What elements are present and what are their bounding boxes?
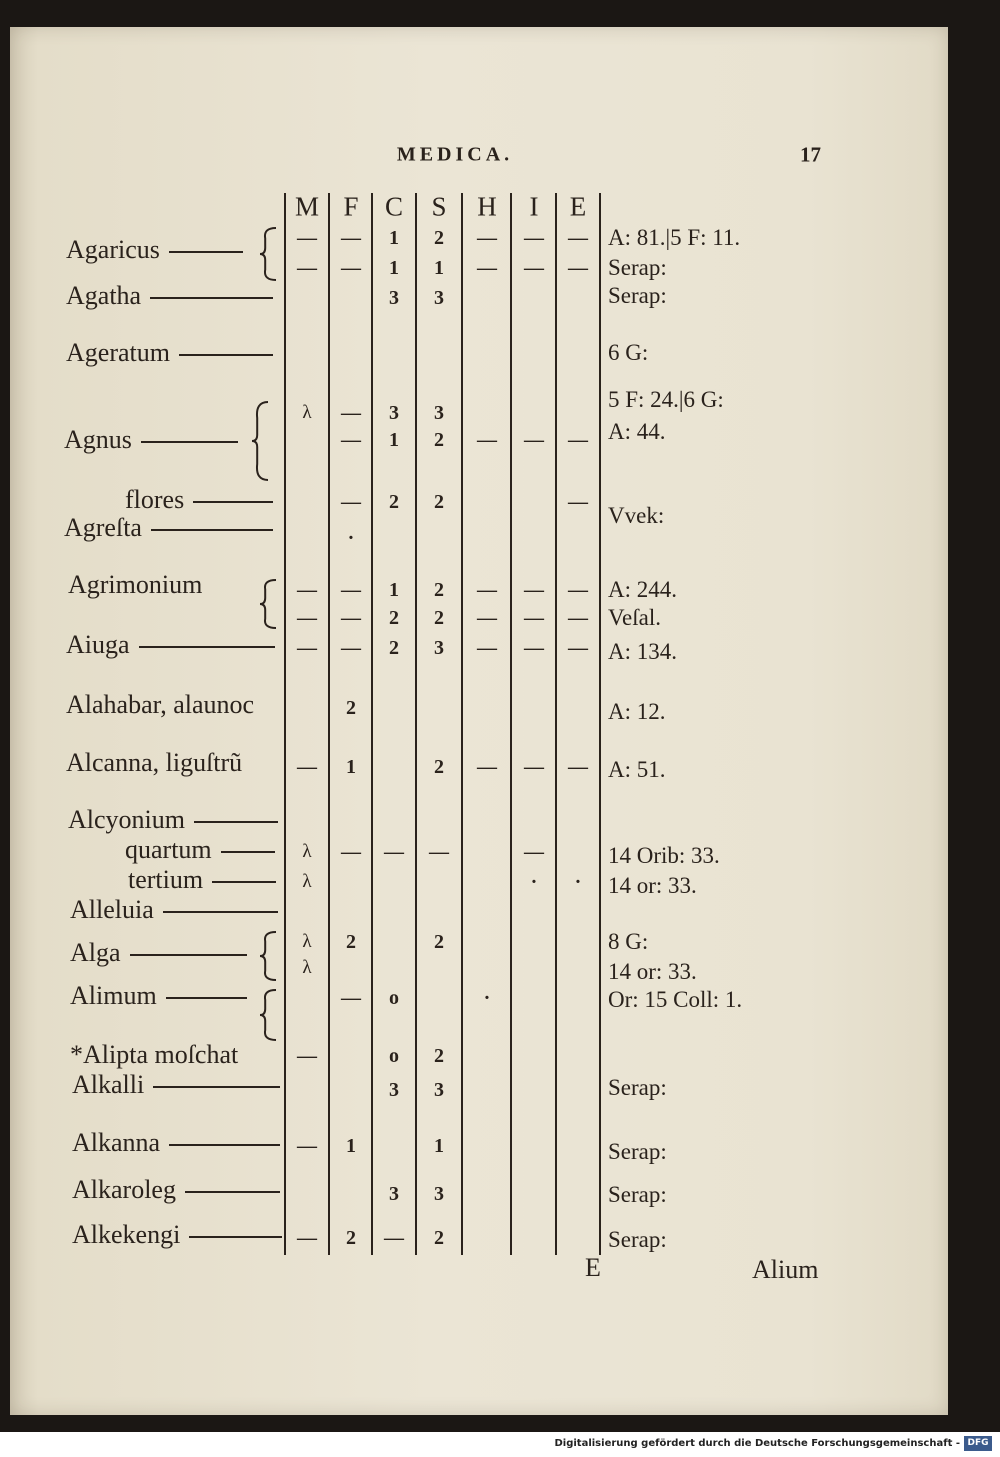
reference: Or: 15 Coll: 1. [608, 987, 743, 1012]
cell-value-f: 2 [346, 697, 356, 719]
entry-label: Agnus [64, 425, 132, 454]
cell-value-m: λ [302, 841, 312, 862]
cell-value-m: λ [302, 931, 312, 952]
column-rule [510, 193, 512, 1255]
cell-value-c: 2 [389, 607, 399, 629]
entry-label-row [66, 338, 273, 368]
cell-value-i: — [524, 607, 544, 629]
cell-value-h: — [477, 637, 497, 659]
leader-rule [212, 881, 276, 883]
column-header-i: I [529, 191, 539, 222]
reference: A: 51. [608, 757, 666, 782]
leader-rule [130, 954, 247, 956]
cell-value-f: 1 [346, 756, 356, 778]
cell-value-m: — [297, 1045, 317, 1067]
cell-value-m: λ [302, 871, 312, 892]
reference: A: 134. [608, 639, 677, 664]
page-number: 17 [800, 142, 821, 167]
entry-label: Agatha [66, 281, 142, 310]
cell-value-f: — [341, 491, 361, 513]
cell-value-f: — [341, 841, 361, 863]
leader-rule [153, 1086, 280, 1088]
reference: 14 Orib: 33. [608, 843, 720, 868]
cell-value-m: λ [302, 402, 312, 423]
entry-label: *Alipta moſchat [70, 1040, 239, 1069]
cell-value-f: · [347, 527, 355, 549]
entry-label-row [128, 865, 276, 895]
entry-label-row [70, 981, 247, 1011]
cell-value-m: — [297, 1135, 317, 1157]
leader-rule [151, 529, 273, 531]
column-rule [415, 193, 417, 1255]
column-rule [599, 193, 601, 1255]
cell-value-m: — [297, 607, 317, 629]
entry-label-row [70, 1040, 238, 1070]
entry-label-row [68, 570, 202, 600]
reference: A: 12. [608, 699, 666, 724]
reference: 6 G: [608, 340, 649, 365]
cell-value-c: 3 [389, 402, 399, 424]
brace-icon [258, 226, 276, 282]
entry-label-row [66, 748, 242, 778]
column-header-s: S [431, 191, 447, 222]
cell-value-f: — [341, 429, 361, 451]
cell-value-i: — [524, 841, 544, 863]
cell-value-f: 2 [346, 1227, 356, 1249]
cell-value-f: — [341, 637, 361, 659]
entry-label: Alimum [70, 981, 157, 1010]
entry-label-row [72, 1220, 282, 1250]
entry-label: Alahabar, alaunoc [66, 690, 255, 719]
column-rule [555, 193, 557, 1255]
reference: Serap: [608, 255, 667, 280]
cell-value-e: — [568, 756, 588, 778]
running-title: MEDICA. [396, 143, 514, 166]
cell-value-c: 1 [389, 227, 399, 249]
brace-icon [258, 930, 276, 982]
leader-rule [185, 1191, 280, 1193]
entry-label-row [125, 835, 275, 865]
column-rule [461, 193, 463, 1255]
entry-label-row [68, 805, 278, 835]
entry-label: Agaricus [66, 235, 160, 264]
cell-value-h: — [477, 257, 497, 279]
digitization-footer [0, 1432, 1000, 1457]
cell-value-m: λ [302, 957, 312, 978]
entry-label: Agrimonium [68, 570, 203, 599]
cell-value-s: 2 [434, 227, 444, 249]
cell-value-m: — [297, 257, 317, 279]
entry-label: Alcanna, liguſtrũ [66, 748, 243, 777]
cell-value-s: 2 [434, 756, 444, 778]
cell-value-s: 3 [434, 402, 444, 424]
cell-value-s: 2 [434, 429, 444, 451]
cell-value-i: — [524, 637, 544, 659]
cell-value-f: 2 [346, 931, 356, 953]
reference: Serap: [608, 283, 667, 308]
cell-value-f: — [341, 257, 361, 279]
cell-value-c: 3 [389, 287, 399, 309]
cell-value-i: — [524, 579, 544, 601]
entry-label: Alkanna [72, 1128, 161, 1157]
catchword: Alium [752, 1255, 819, 1284]
cell-value-e: — [568, 227, 588, 249]
brace-icon [250, 400, 268, 482]
cell-value-m: — [297, 579, 317, 601]
leader-rule [150, 297, 273, 299]
cell-value-e: — [568, 607, 588, 629]
cell-value-f: — [341, 987, 361, 1009]
cell-value-h: — [477, 756, 497, 778]
leader-rule [194, 821, 278, 823]
cell-value-f: — [341, 607, 361, 629]
cell-value-h: · [483, 987, 491, 1009]
cell-value-c: 2 [389, 491, 399, 513]
cell-value-c: o [389, 987, 399, 1009]
cell-value-s: 2 [434, 1045, 444, 1067]
leader-rule [166, 997, 247, 999]
leader-rule [221, 851, 275, 853]
brace-icon [258, 578, 276, 630]
entry-label-row [64, 513, 273, 543]
reference: Vvek: [608, 503, 665, 528]
reference: Serap: [608, 1227, 667, 1252]
entry-label: Alkalli [72, 1070, 145, 1099]
column-rule [284, 193, 286, 1255]
cell-value-s: — [429, 841, 449, 863]
entry-label-row [66, 281, 273, 311]
entry-label: Aiuga [66, 630, 130, 659]
cell-value-s: 2 [434, 1227, 444, 1249]
digitization-note: Digitalisierung gefördert durch die Deutsche Forschungsgemeinschaft - [554, 1438, 960, 1449]
entry-label-row [66, 630, 275, 660]
entry-label-row [72, 1175, 280, 1205]
entry-label: flores [125, 485, 185, 514]
cell-value-i: · [530, 871, 538, 893]
reference: 5 F: 24.|6 G: [608, 387, 724, 412]
leader-rule [179, 354, 273, 356]
column-header-e: E [569, 191, 587, 222]
cell-value-s: 1 [434, 1135, 444, 1157]
reference: 14 or: 33. [608, 959, 697, 984]
cell-value-f: — [341, 227, 361, 249]
cell-value-s: 3 [434, 1183, 444, 1205]
cell-value-h: — [477, 607, 497, 629]
leader-rule [193, 501, 273, 503]
entry-label: Ageratum [66, 338, 170, 367]
reference: Veſal. [608, 605, 662, 630]
reference: A: 244. [608, 577, 677, 602]
column-header-c: C [384, 191, 404, 222]
cell-value-c: — [384, 1227, 404, 1249]
cell-value-i: — [524, 429, 544, 451]
cell-value-h: — [477, 579, 497, 601]
cell-value-c: 1 [389, 429, 399, 451]
column-header-f: F [343, 191, 359, 222]
cell-value-f: — [341, 579, 361, 601]
leader-rule [141, 441, 238, 443]
entry-label-row [70, 938, 247, 968]
column-rule [328, 193, 330, 1255]
cell-value-i: — [524, 756, 544, 778]
cell-value-m: — [297, 227, 317, 249]
entry-label: Alleluia [70, 895, 154, 924]
column-header-m: M [294, 191, 320, 222]
reference: Serap: [608, 1075, 667, 1100]
cell-value-e: · [574, 871, 582, 893]
cell-value-s: 2 [434, 931, 444, 953]
cell-value-h: — [477, 227, 497, 249]
entry-label: Agreſta [64, 513, 142, 542]
cell-value-e: — [568, 491, 588, 513]
leader-rule [139, 646, 275, 648]
leader-rule [163, 911, 278, 913]
cell-value-c: 1 [389, 257, 399, 279]
cell-value-m: — [297, 637, 317, 659]
leader-rule [169, 251, 243, 253]
entry-label-row [70, 895, 278, 925]
cell-value-m: — [297, 756, 317, 778]
cell-value-e: — [568, 579, 588, 601]
cell-value-c: o [389, 1045, 399, 1067]
reference: Serap: [608, 1139, 667, 1164]
cell-value-c: 1 [389, 579, 399, 601]
cell-value-f: — [341, 402, 361, 424]
reference: Serap: [608, 1182, 667, 1207]
cell-value-s: 3 [434, 1079, 444, 1101]
cell-value-f: 1 [346, 1135, 356, 1157]
entry-label: Alcyonium [68, 805, 185, 834]
cell-value-i: — [524, 227, 544, 249]
entry-label-row [64, 425, 238, 455]
entry-label: Alkaroleg [72, 1175, 176, 1204]
column-header-h: H [477, 191, 497, 222]
signature-mark: E [585, 1253, 601, 1282]
cell-value-h: — [477, 429, 497, 451]
entry-label-row [72, 1128, 280, 1158]
cell-value-s: 3 [434, 287, 444, 309]
cell-value-s: 2 [434, 579, 444, 601]
cell-value-e: — [568, 637, 588, 659]
cell-value-s: 3 [434, 637, 444, 659]
entry-label-row [66, 235, 243, 265]
entry-label: Alkekengi [72, 1220, 181, 1249]
dfg-logo-icon: DFG [964, 1436, 992, 1451]
entry-label: quartum [125, 835, 212, 864]
cell-value-s: 2 [434, 607, 444, 629]
cell-value-i: — [524, 257, 544, 279]
cell-value-m: — [297, 1227, 317, 1249]
leader-rule [169, 1144, 280, 1146]
cell-value-s: 2 [434, 491, 444, 513]
cell-value-e: — [568, 429, 588, 451]
reference: 14 or: 33. [608, 873, 697, 898]
entry-label: tertium [128, 865, 204, 894]
cell-value-s: 1 [434, 257, 444, 279]
reference: 8 G: [608, 929, 649, 954]
entry-label-row [66, 690, 254, 720]
cell-value-c: — [384, 841, 404, 863]
cell-value-e: — [568, 257, 588, 279]
column-rule [371, 193, 373, 1255]
cell-value-c: 3 [389, 1183, 399, 1205]
brace-icon [258, 988, 276, 1042]
cell-value-c: 3 [389, 1079, 399, 1101]
reference: A: 44. [608, 419, 666, 444]
entry-label: Alga [70, 938, 121, 967]
entry-label-row [72, 1070, 280, 1100]
cell-value-c: 2 [389, 637, 399, 659]
leader-rule [189, 1236, 282, 1238]
entry-label-row [125, 485, 273, 515]
reference: A: 81.|5 F: 11. [608, 225, 741, 250]
